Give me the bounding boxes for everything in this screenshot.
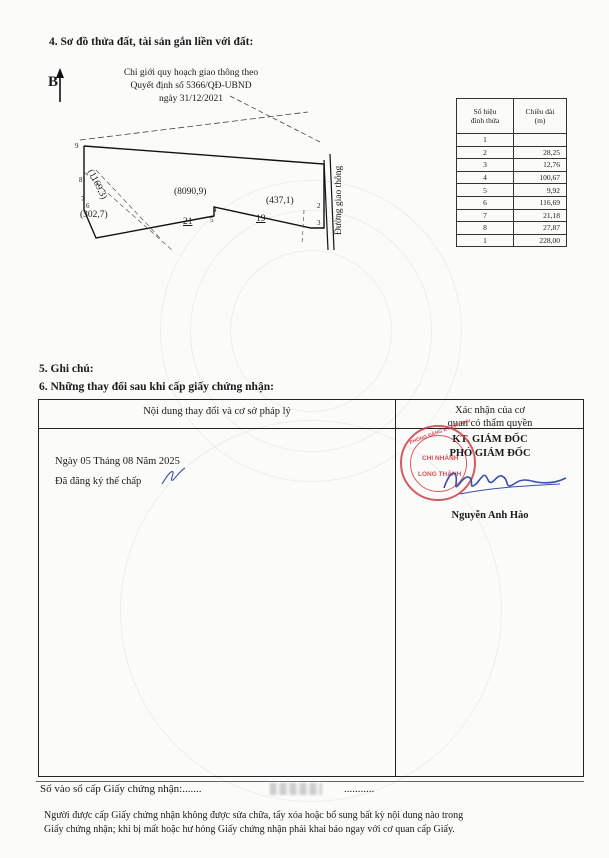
planning-note [111,67,271,106]
vertex-label: 6 [86,202,90,210]
vertex-cell: 4 [457,171,514,184]
parcel-number: 21 [183,217,193,227]
header-vertex-line: đỉnh thửa [470,116,500,125]
parcel-area-label: (8090,9) [174,187,207,197]
vertex-cell: 6 [457,196,514,209]
length-cell: 228,00 [514,234,567,247]
length-cell: 116,69 [514,196,567,209]
table-row [457,209,567,222]
vertex-cell: 7 [457,209,514,222]
signer-title-1: KT. GIÁM ĐỐC [452,434,528,445]
stamp-text: CHI NHÁNH [422,455,459,462]
vertex-label: 8 [79,176,83,184]
redacted-registry-number [270,783,322,795]
warning-line: Người được cấp Giấy chứng nhận không được sửa chữa, tẩy xóa hoặc bổ sung bất kỳ nội dung nào trong [44,810,464,821]
header-vertex-line: Số hiệu [473,107,497,116]
section-5-title: 5. Ghi chú: [39,363,94,375]
table-row [457,222,567,235]
changes-col2-header [395,404,585,430]
footer-warning [44,809,584,837]
header-vertex [457,99,514,134]
north-label: B [48,74,59,90]
length-cell: 28,25 [514,146,567,159]
section-6-title: 6. Những thay đổi sau khi cấp giấy chứng nhận: [39,381,274,393]
vertex-label: 4 [213,206,217,214]
length-cell: 27,87 [514,222,567,235]
signature-icon [440,460,570,500]
length-cell [514,134,567,147]
table-row [457,159,567,172]
parcel-number: 19 [256,214,266,224]
parcel-area-label: (437,1) [266,196,294,206]
changes-col1-header: Nội dung thay đổi và cơ sở pháp lý [143,406,291,417]
col2-header-line: Xác nhận của cơ [455,405,525,416]
change-entry-text: Đã đăng ký thế chấp [55,476,142,487]
registry-number-label: Số vào sổ cấp Giấy chứng nhận:....... [40,783,202,795]
signer-name: Nguyễn Anh Hào [451,510,529,521]
parcel-area-label: (302,7) [80,210,108,220]
road-label: Đường giao thông [334,165,344,235]
vertex-cell: 1 [457,234,514,247]
stamp-text: LONG THÀNH [418,471,462,478]
vertex-cell: 2 [457,146,514,159]
vertex-label: 3 [317,219,321,227]
section-4-title: 4. Sơ đồ thửa đất, tài sản gắn liền với đất: [49,36,254,48]
signer-title-2: PHÓ GIÁM ĐỐC [449,448,531,459]
footer-divider [36,781,584,782]
length-cell: 21,18 [514,209,567,222]
length-cell: 12,76 [514,159,567,172]
vertex-label: 5 [210,216,214,224]
length-cell: 100,67 [514,171,567,184]
table-row [457,234,567,247]
change-entry-date: Ngày 05 Tháng 08 Năm 2025 [55,456,180,467]
header-length-line: Chiều dài [525,107,555,116]
table-row [457,184,567,197]
vertex-cell: 8 [457,222,514,235]
parcel-area-label: (1169,3) [85,168,109,202]
vertex-cell: 1 [457,134,514,147]
initials-signature-icon [159,466,189,488]
vertex-label: 2 [317,202,321,210]
col2-header-line: quan có thẩm quyền [447,418,533,429]
table-row [457,134,567,147]
header-length [514,99,567,134]
table-row [457,196,567,209]
warning-line: Giấy chứng nhận; khi bị mất hoặc hư hỏng Giấy chứng nhận phải khai báo ngay với cơ quan cấp Giấy. [44,824,455,835]
vertex-label: 9 [75,142,79,150]
table-row [457,171,567,184]
planning-note-line: Chỉ giới quy hoạch giao thông theo [123,68,259,78]
planning-note-line: ngày 31/12/2021 [158,94,224,104]
vertex-length-table [456,98,567,247]
table-row [457,146,567,159]
vertex-cell: 3 [457,159,514,172]
changes-table [38,399,584,777]
vertex-label: 7 [81,195,85,203]
planning-note-line: Quyết định số 5366/QĐ-UBND [130,81,252,91]
registry-number-trail: ........... [344,783,375,795]
length-cell: 9,92 [514,184,567,197]
stamp-arc-text: PHÒNG ĐĂNG KÝ ĐẤT ĐAI [408,418,472,446]
header-length-line: (m) [534,116,546,125]
table-header-row [457,99,567,134]
vertex-cell: 5 [457,184,514,197]
